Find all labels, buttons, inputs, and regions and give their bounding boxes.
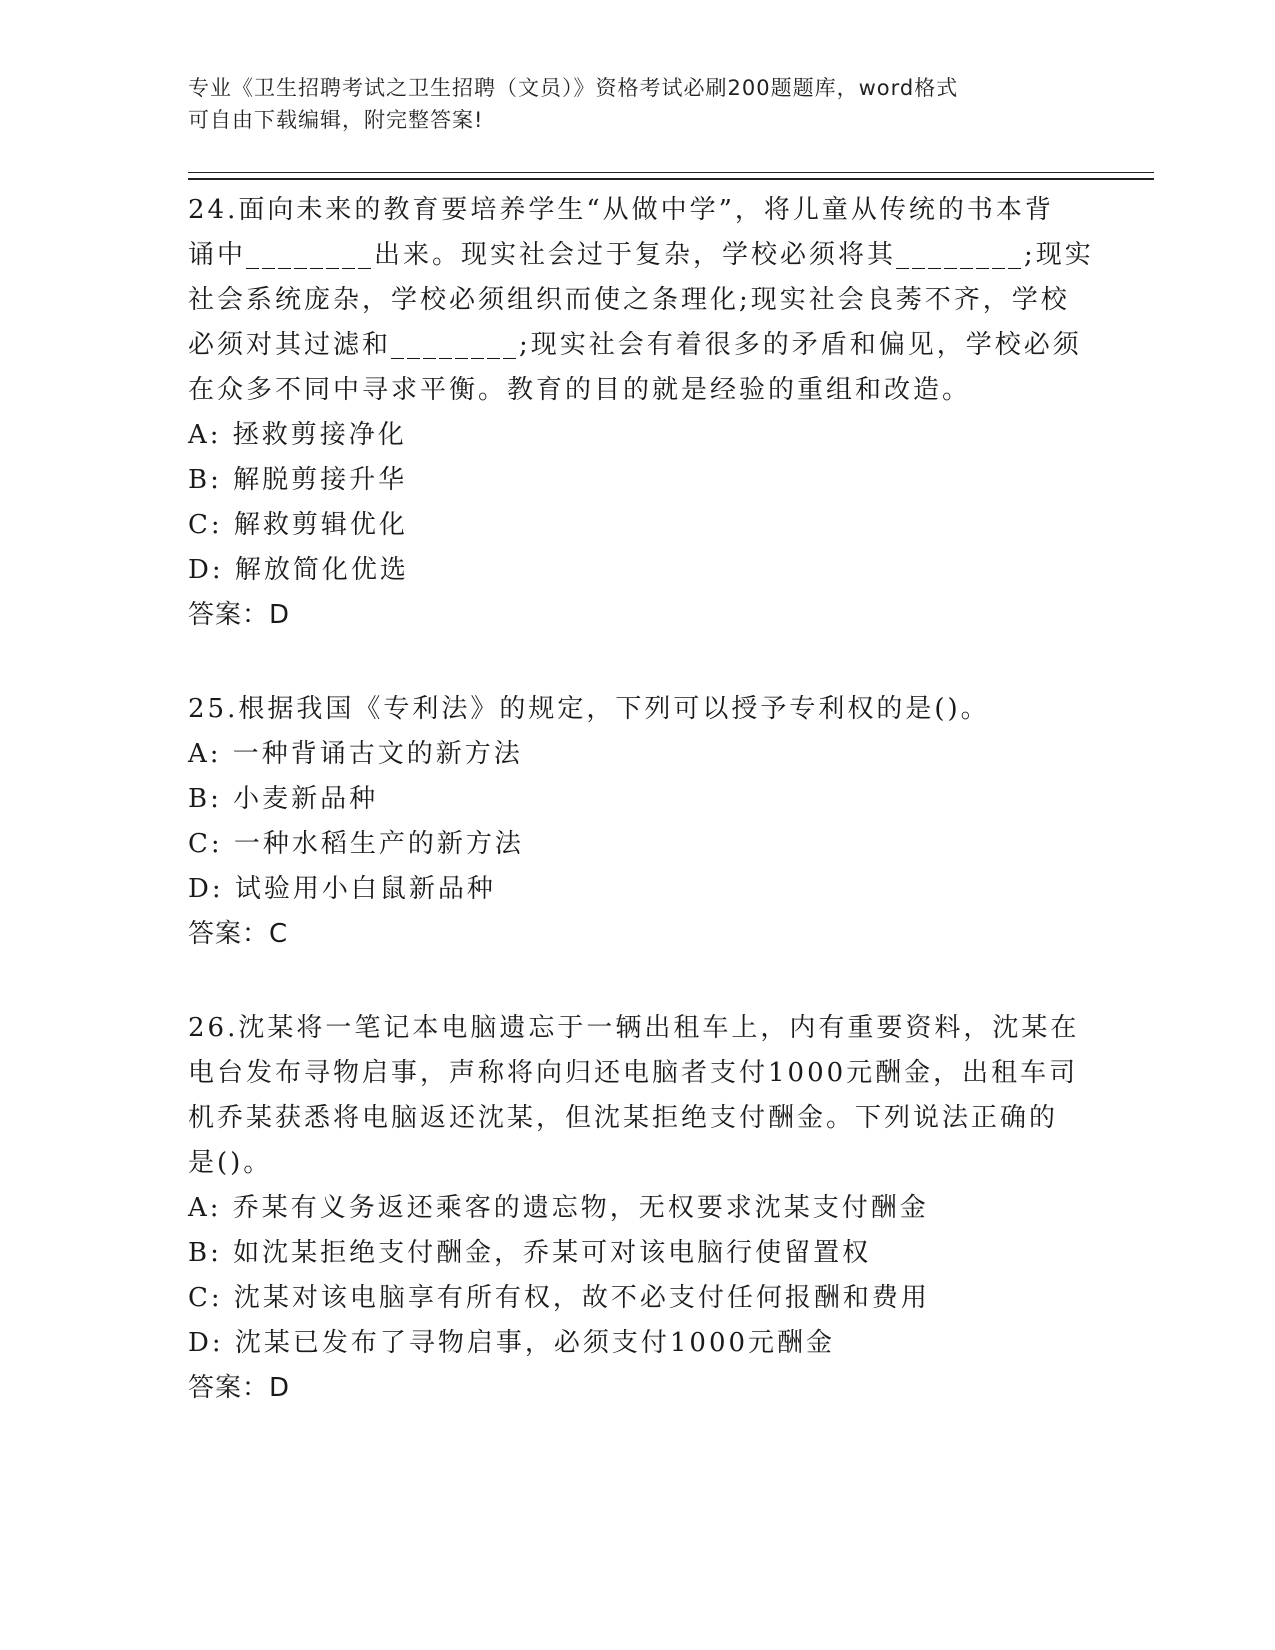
question-text-line: 25.根据我国《专利法》的规定，下列可以授予专利权的是()。 xyxy=(188,694,990,724)
option-b: B: 解脱剪接升华 xyxy=(188,465,408,495)
answer: 答案：C xyxy=(188,919,289,949)
option-a: A: 乔某有义务返还乘客的遗忘物，无权要求沈某支付酬金 xyxy=(188,1193,929,1223)
header-line-2: 可自由下载编辑，附完整答案! xyxy=(188,108,484,132)
document-header xyxy=(188,72,1068,136)
option-a: A: 拯救剪接净化 xyxy=(188,420,407,450)
header-divider-thin xyxy=(188,172,1154,173)
header-divider-thick xyxy=(188,178,1154,180)
question-text-line: 必须对其过滤和________;现实社会有着很多的矛盾和偏见，学校必须 xyxy=(188,330,1082,360)
question-text-line: 社会系统庞杂，学校必须组织而使之条理化;现实社会良莠不齐，学校 xyxy=(188,285,1070,315)
question-text-line: 在众多不同中寻求平衡。教育的目的就是经验的重组和改造。 xyxy=(188,375,972,405)
answer: 答案：D xyxy=(188,600,291,630)
question-25 xyxy=(188,687,1068,957)
option-d: D: 解放简化优选 xyxy=(188,555,409,585)
option-c: C: 沈某对该电脑享有所有权，故不必支付任何报酬和费用 xyxy=(188,1283,930,1313)
option-a: A: 一种背诵古文的新方法 xyxy=(188,739,523,769)
question-text-line: 24.面向未来的教育要培养学生“从做中学”，将儿童从传统的书本背 xyxy=(188,195,1054,225)
option-d: D: 试验用小白鼠新品种 xyxy=(188,874,496,904)
header-line-1: 专业《卫生招聘考试之卫生招聘（文员）》资格考试必刷200题题库，word格式 xyxy=(188,76,959,100)
option-c: C: 解救剪辑优化 xyxy=(188,510,408,540)
question-text-line: 26.沈某将一笔记本电脑遗忘于一辆出租车上，内有重要资料，沈某在 xyxy=(188,1013,1080,1043)
answer: 答案：D xyxy=(188,1373,291,1403)
question-26 xyxy=(188,1006,1080,1411)
question-24 xyxy=(188,188,1094,638)
option-b: B: 小麦新品种 xyxy=(188,784,379,814)
question-text-line: 是()。 xyxy=(188,1148,273,1178)
question-text-line: 机乔某获悉将电脑返还沈某，但沈某拒绝支付酬金。下列说法正确的 xyxy=(188,1103,1059,1133)
option-d: D: 沈某已发布了寻物启事，必须支付1000元酬金 xyxy=(188,1328,836,1358)
option-c: C: 一种水稻生产的新方法 xyxy=(188,829,524,859)
question-text-line: 诵中________出来。现实社会过于复杂，学校必须将其________;现实 xyxy=(188,240,1094,270)
option-b: B: 如沈某拒绝支付酬金，乔某可对该电脑行使留置权 xyxy=(188,1238,872,1268)
question-text-line: 电台发布寻物启事，声称将向归还电脑者支付1000元酬金，出租车司 xyxy=(188,1058,1079,1088)
